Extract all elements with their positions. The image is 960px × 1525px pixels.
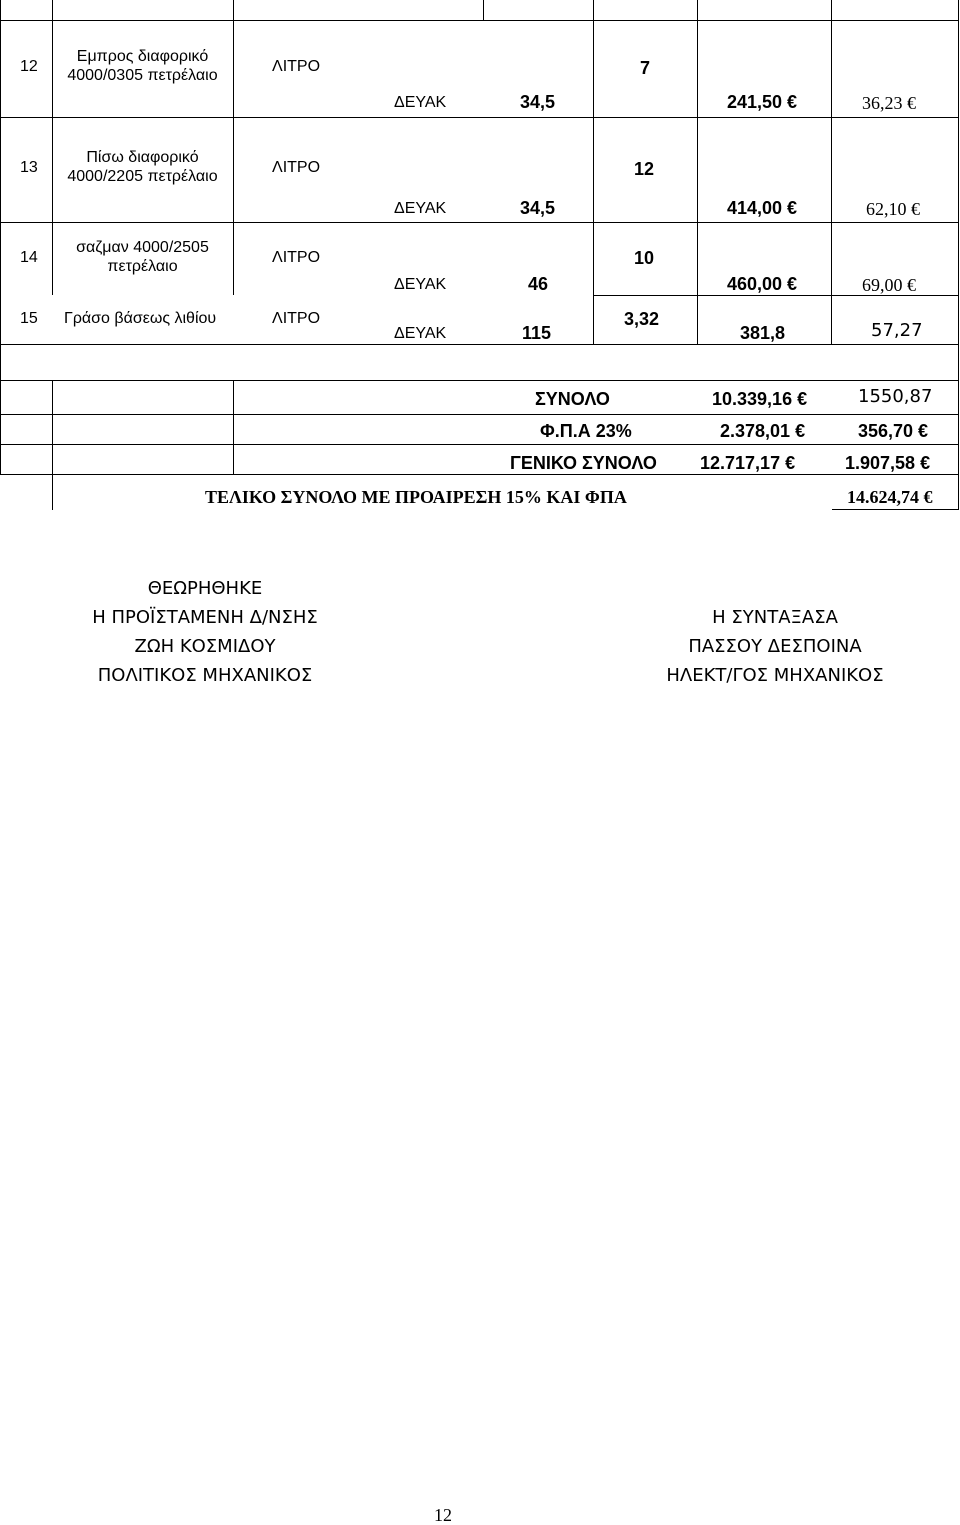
grid-line — [0, 20, 959, 21]
line-total: 241,50 € — [727, 92, 798, 112]
final-total-value: 14.624,74 € — [847, 487, 933, 507]
line-discount: 62,10 € — [866, 199, 920, 219]
department: ΔΕΥΑΚ — [394, 94, 447, 111]
quantity: 7 — [640, 58, 651, 78]
grid-line — [0, 344, 959, 345]
grid-line — [0, 474, 959, 475]
row-number: 13 — [20, 159, 38, 176]
grid-line — [831, 20, 832, 117]
line-total: 381,8 — [740, 323, 786, 343]
quantity: 10 — [634, 248, 655, 268]
grid-line — [697, 222, 698, 344]
grid-line — [831, 0, 832, 20]
grid-line — [593, 222, 594, 344]
grid-line — [233, 20, 234, 117]
item-description-line: 4000/0305 πετρέλαιο — [67, 67, 218, 84]
unit: ΛΙΤΡΟ — [272, 249, 321, 266]
signature-line: ΘΕΩΡΗΘΗΚΕ — [147, 578, 263, 599]
department: ΔΕΥΑΚ — [394, 276, 447, 293]
grid-line — [831, 117, 832, 222]
grid-line — [483, 0, 484, 20]
unit-price: 34,5 — [520, 92, 556, 112]
signature-block-right — [640, 603, 910, 690]
unit-price: 34,5 — [520, 198, 556, 218]
grid-line — [52, 222, 53, 295]
unit: ΛΙΤΡΟ — [272, 159, 321, 176]
vat-label: Φ.Π.Α 23% — [540, 421, 632, 441]
grand-total-label: ΓΕΝΙΚΟ ΣΥΝΟΛΟ — [510, 453, 657, 473]
grid-line — [593, 0, 594, 20]
item-description-line: Εμπρος διαφορικό — [76, 48, 209, 65]
grid-line — [52, 0, 53, 20]
grid-line — [233, 222, 234, 295]
unit-price: 115 — [522, 323, 552, 343]
row-number: 15 — [20, 310, 38, 327]
signature-line: ΠΟΛΙΤΙΚΟΣ ΜΗΧΑΝΙΚΟΣ — [97, 665, 313, 686]
quantity: 3,32 — [624, 309, 660, 329]
grid-line — [697, 20, 698, 117]
line-discount: 36,23 € — [862, 93, 916, 113]
item-description-line: 4000/2205 πετρέλαιο — [67, 168, 218, 185]
quantity: 12 — [634, 159, 655, 179]
item-description: Γράσο βάσεως λιθίου — [64, 310, 217, 327]
grid-line — [0, 0, 1, 474]
grid-line — [0, 117, 959, 118]
vat-discount: 356,70 € — [858, 421, 929, 441]
signature-line: ΠΑΣΣΟΥ ΔΕΣΠΟΙΝΑ — [688, 636, 862, 657]
grid-line — [958, 0, 959, 510]
item-description — [60, 49, 225, 84]
grid-line — [52, 20, 53, 117]
signature-line: Η ΠΡΟΪΣΤΑΜΕΝΗ Δ/ΝΣΗΣ — [92, 607, 318, 628]
unit-price: 46 — [528, 274, 549, 294]
row-number: 14 — [20, 249, 38, 266]
subtotal-value: 10.339,16 € — [712, 389, 808, 409]
grand-total-value: 12.717,17 € — [700, 453, 796, 473]
item-description — [60, 150, 225, 185]
item-description-line: πετρέλαιο — [107, 258, 178, 275]
line-total: 414,00 € — [727, 198, 798, 218]
unit: ΛΙΤΡΟ — [272, 58, 321, 75]
unit: ΛΙΤΡΟ — [272, 310, 321, 327]
grid-line — [697, 0, 698, 20]
signature-line: Η ΣΥΝΤΑΞΑΣΑ — [712, 607, 838, 628]
item-description-line: Πίσω διαφορικό — [86, 149, 199, 166]
department: ΔΕΥΑΚ — [394, 200, 447, 217]
signature-block-left — [60, 574, 350, 690]
row-number: 12 — [20, 58, 38, 75]
vat-value: 2.378,01 € — [720, 421, 806, 441]
grid-line — [593, 20, 594, 117]
grid-line — [0, 444, 959, 445]
grid-line — [832, 509, 959, 510]
department: ΔΕΥΑΚ — [394, 325, 447, 342]
line-discount: 57,27 — [871, 320, 923, 341]
signature-line: ΖΩΗ ΚΟΣΜΙΔΟΥ — [134, 636, 276, 657]
item-description — [60, 240, 225, 275]
subtotal-label: ΣΥΝΟΛΟ — [535, 389, 610, 409]
grid-line — [52, 117, 53, 222]
signature-line: ΗΛΕΚΤ/ΓΟΣ ΜΗΧΑΝΙΚΟΣ — [666, 665, 884, 686]
grand-total-discount: 1.907,58 € — [845, 453, 931, 473]
item-description-line: σαζμαν 4000/2505 — [76, 239, 209, 256]
grid-line — [0, 222, 959, 223]
grid-line — [233, 0, 234, 20]
grid-line — [52, 380, 53, 510]
grid-line — [593, 295, 959, 296]
line-total: 460,00 € — [727, 274, 798, 294]
page-number: 12 — [434, 1505, 452, 1525]
subtotal-discount: 1550,87 — [858, 386, 933, 407]
line-discount: 69,00 € — [862, 275, 916, 295]
grid-line — [233, 117, 234, 222]
grid-line — [831, 222, 832, 344]
grid-line — [593, 117, 594, 222]
grid-line — [0, 414, 959, 415]
grid-line — [697, 117, 698, 222]
grid-line — [233, 380, 234, 474]
grid-line — [0, 380, 959, 381]
final-total-label: ΤΕΛΙΚΟ ΣΥΝΟΛΟ ΜΕ ΠΡΟΑΙΡΕΣΗ 15% ΚΑΙ ΦΠΑ — [205, 487, 627, 507]
